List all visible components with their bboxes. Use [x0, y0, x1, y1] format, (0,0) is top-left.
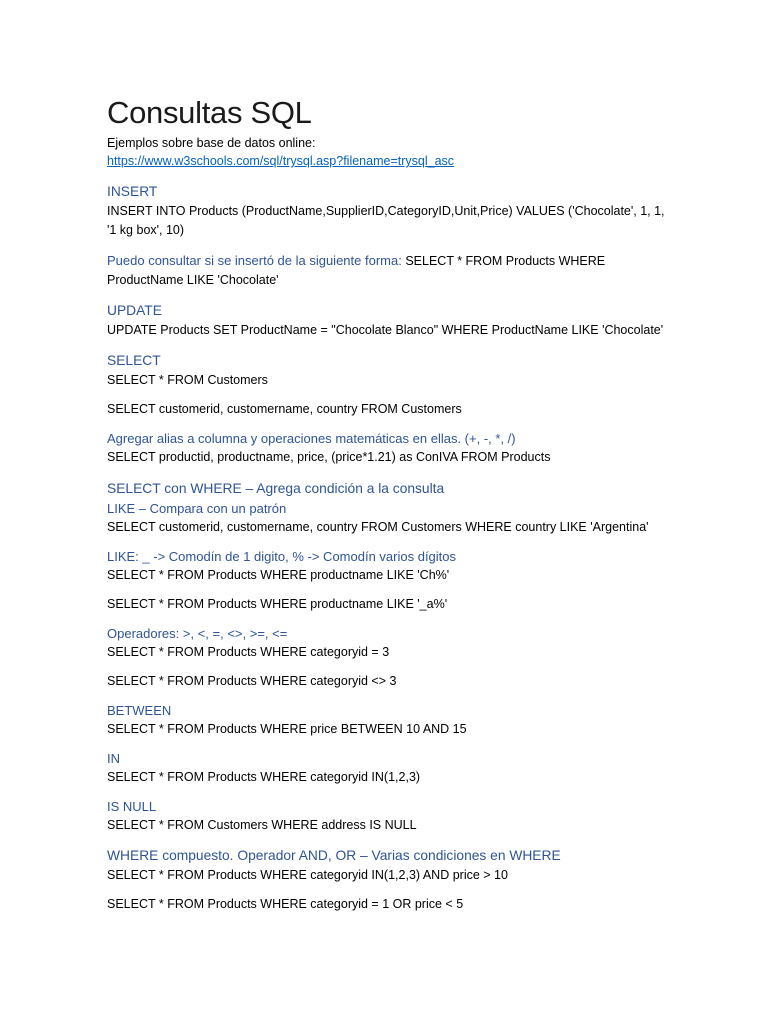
- code-line: SELECT customerid, customername, country FROM Customers: [107, 402, 462, 416]
- document-page: [107, 94, 707, 914]
- section-check-insert: [107, 251, 707, 290]
- code-line: SELECT * FROM Products WHERE categoryid = 1 OR price < 5: [107, 897, 464, 911]
- heading-insert: INSERT: [107, 184, 158, 199]
- check-lead: Puedo consultar si se insertó de la siguiente forma:: [107, 253, 402, 268]
- section-in: [107, 749, 707, 787]
- code-line: SELECT * FROM Products WHERE productname LIKE '_a%': [107, 597, 448, 611]
- code-line: SELECT productid, productname, price, (price*1.21) as ConIVA FROM Products: [107, 450, 551, 464]
- section-insert: [107, 182, 707, 240]
- heading-wildcards: LIKE: _ -> Comodín de 1 digito, % -> Comodín varios dígitos: [107, 549, 457, 564]
- heading-like: LIKE – Compara con un patrón: [107, 501, 287, 516]
- heading-operators: Operadores: >, <, =, <>, >=, <=: [107, 626, 288, 641]
- code-line: UPDATE Products SET ProductName = "Chocolate Blanco" WHERE ProductName LIKE 'Chocolate': [107, 323, 664, 337]
- heading-compound: WHERE compuesto. Operador AND, OR – Varias condiciones en WHERE: [107, 848, 561, 863]
- heading-alias: Agregar alias a columna y operaciones matemáticas en ellas. (+, -, *, /): [107, 431, 516, 446]
- code-line: SELECT * FROM Products WHERE categoryid = 3: [107, 645, 390, 659]
- section-update: [107, 301, 707, 340]
- code-line: SELECT * FROM Products WHERE categoryid IN(1,2,3) AND price > 10: [107, 868, 508, 882]
- code-line: SELECT * FROM Products WHERE: [405, 254, 606, 268]
- code-line: SELECT * FROM Products WHERE categoryid IN(1,2,3): [107, 770, 421, 784]
- code-line: '1 kg box', 10): [107, 223, 185, 237]
- code-line: ProductName LIKE 'Chocolate': [107, 273, 279, 287]
- section-between: [107, 701, 707, 739]
- heading-isnull: IS NULL: [107, 799, 157, 814]
- w3schools-link[interactable]: https://www.w3schools.com/sql/trysql.asp?filename=trysql_asc: [107, 154, 455, 168]
- code-line: SELECT * FROM Products WHERE price BETWEEN 10 AND 15: [107, 722, 467, 736]
- section-select: [107, 351, 707, 419]
- section-wildcards: [107, 547, 707, 614]
- heading-in: IN: [107, 751, 120, 766]
- document-title: Consultas SQL: [107, 95, 312, 130]
- code-line: SELECT * FROM Products WHERE productname LIKE 'Ch%': [107, 568, 450, 582]
- section-operators: [107, 624, 707, 691]
- section-isnull: [107, 797, 707, 835]
- code-line: SELECT * FROM Products WHERE categoryid <> 3: [107, 674, 397, 688]
- code-line: INSERT INTO Products (ProductName,SupplierID,CategoryID,Unit,Price) VALUES ('Chocolate', 1, 1,: [107, 204, 665, 218]
- section-compound-where: [107, 846, 707, 914]
- section-alias: [107, 429, 707, 467]
- code-line: SELECT * FROM Customers WHERE address IS NULL: [107, 818, 417, 832]
- heading-update: UPDATE: [107, 303, 162, 318]
- section-where: [107, 479, 707, 537]
- heading-between: BETWEEN: [107, 703, 172, 718]
- heading-where: SELECT con WHERE – Agrega condición a la consulta: [107, 481, 445, 496]
- heading-select: SELECT: [107, 353, 161, 368]
- code-line: SELECT * FROM Customers: [107, 373, 268, 387]
- code-line: SELECT customerid, customername, country FROM Customers WHERE country LIKE 'Argentina': [107, 520, 649, 534]
- document-subtitle: Ejemplos sobre base de datos online:: [107, 136, 316, 150]
